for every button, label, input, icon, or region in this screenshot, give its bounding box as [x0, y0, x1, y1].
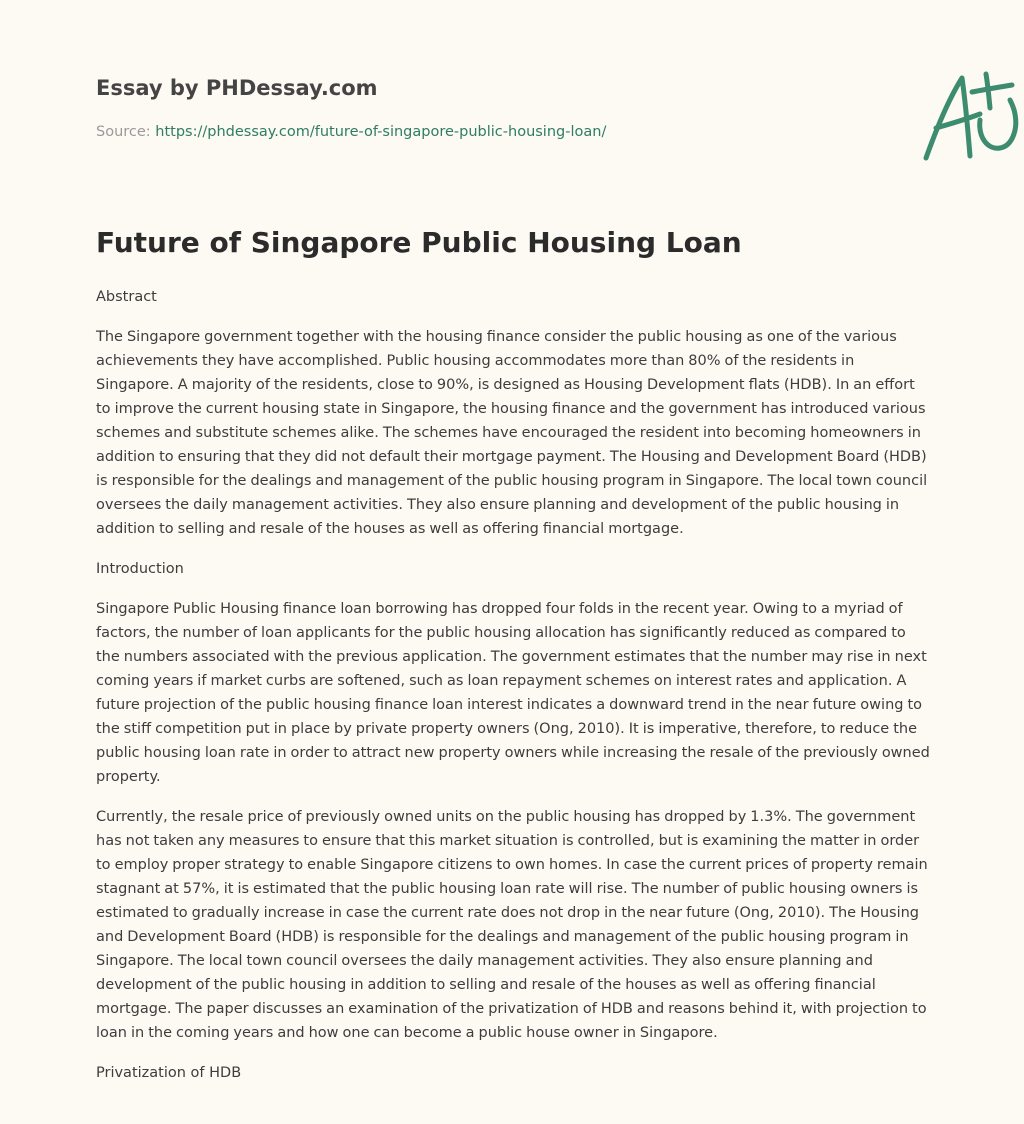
- abstract-heading: Abstract: [96, 289, 157, 305]
- introduction-paragraph-1: Singapore Public Housing finance loan borrowing has dropped four folds in the recent year. Owing to a myriad of factors, the number of loan applicants for the public housing allocation has significantly reduced as compared to the numbers associated with the previous application. The government estimates that the number may rise in next coming years if market curbs are softened, such as loan repayment schemes on interest rates and application. A future projection of the public housing finance loan interest indicates a downward trend in the near future owing to the stiff competition put in place by private property owners (Ong, 2010). It is imperative, therefore, to reduce the public housing loan rate in order to attract new property owners while increasing the resale of the previously owned property.: [96, 601, 930, 785]
- source-label: Source:: [96, 124, 151, 140]
- abstract-paragraph: The Singapore government together with the housing finance consider the public housing as one of the various achievements they have accomplished. Public housing accommodates more than 80% of the residents in Singapore. A majority of the residents, close to 90%, is designed as Housing Development flats (HDB). In an effort to improve the current housing state in Singapore, the housing finance and the government has introduced various schemes and substitute schemes alike. The schemes have encouraged the resident into becoming homeowners in addition to ensuring that they did not default their mortgage payment. The Housing and Development Board (HDB) is responsible for the dealings and management of the public housing program in Singapore. The local town council oversees the daily management activities. They also ensure planning and development of the public housing in addition to selling and resale of the houses as well as offering financial mortgage.: [96, 329, 928, 537]
- a-plus-logo-icon: [922, 68, 1022, 164]
- essay-body: [96, 285, 932, 1085]
- site-brand: Essay by PHDessay.com: [96, 76, 378, 100]
- source-link[interactable]: https://phdessay.com/future-of-singapore-public-housing-loan/: [155, 124, 607, 140]
- introduction-heading: Introduction: [96, 561, 184, 577]
- essay-title: Future of Singapore Public Housing Loan: [96, 226, 742, 259]
- source-line: [96, 124, 606, 140]
- introduction-paragraph-2: Currently, the resale price of previously owned units on the public housing has dropped by 1.3%. The government has not taken any measures to ensure that this market situation is controlled, but is examining the matter in order to employ proper strategy to enable Singapore citizens to own homes. In case the current prices of property remain stagnant at 57%, it is estimated that the public housing loan rate will rise. The number of public housing owners is estimated to gradually increase in case the current rate does not drop in the near future (Ong, 2010). The Housing and Development Board (HDB) is responsible for the dealings and management of the public housing program in Singapore. The local town council oversees the daily management activities. They also ensure planning and development of the public housing in addition to selling and resale of the houses as well as offering financial mortgage. The paper discusses an examination of the privatization of HDB and reasons behind it, with projection to loan in the coming years and how one can become a public house owner in Singapore.: [96, 809, 928, 1041]
- privatization-heading: Privatization of HDB: [96, 1065, 242, 1081]
